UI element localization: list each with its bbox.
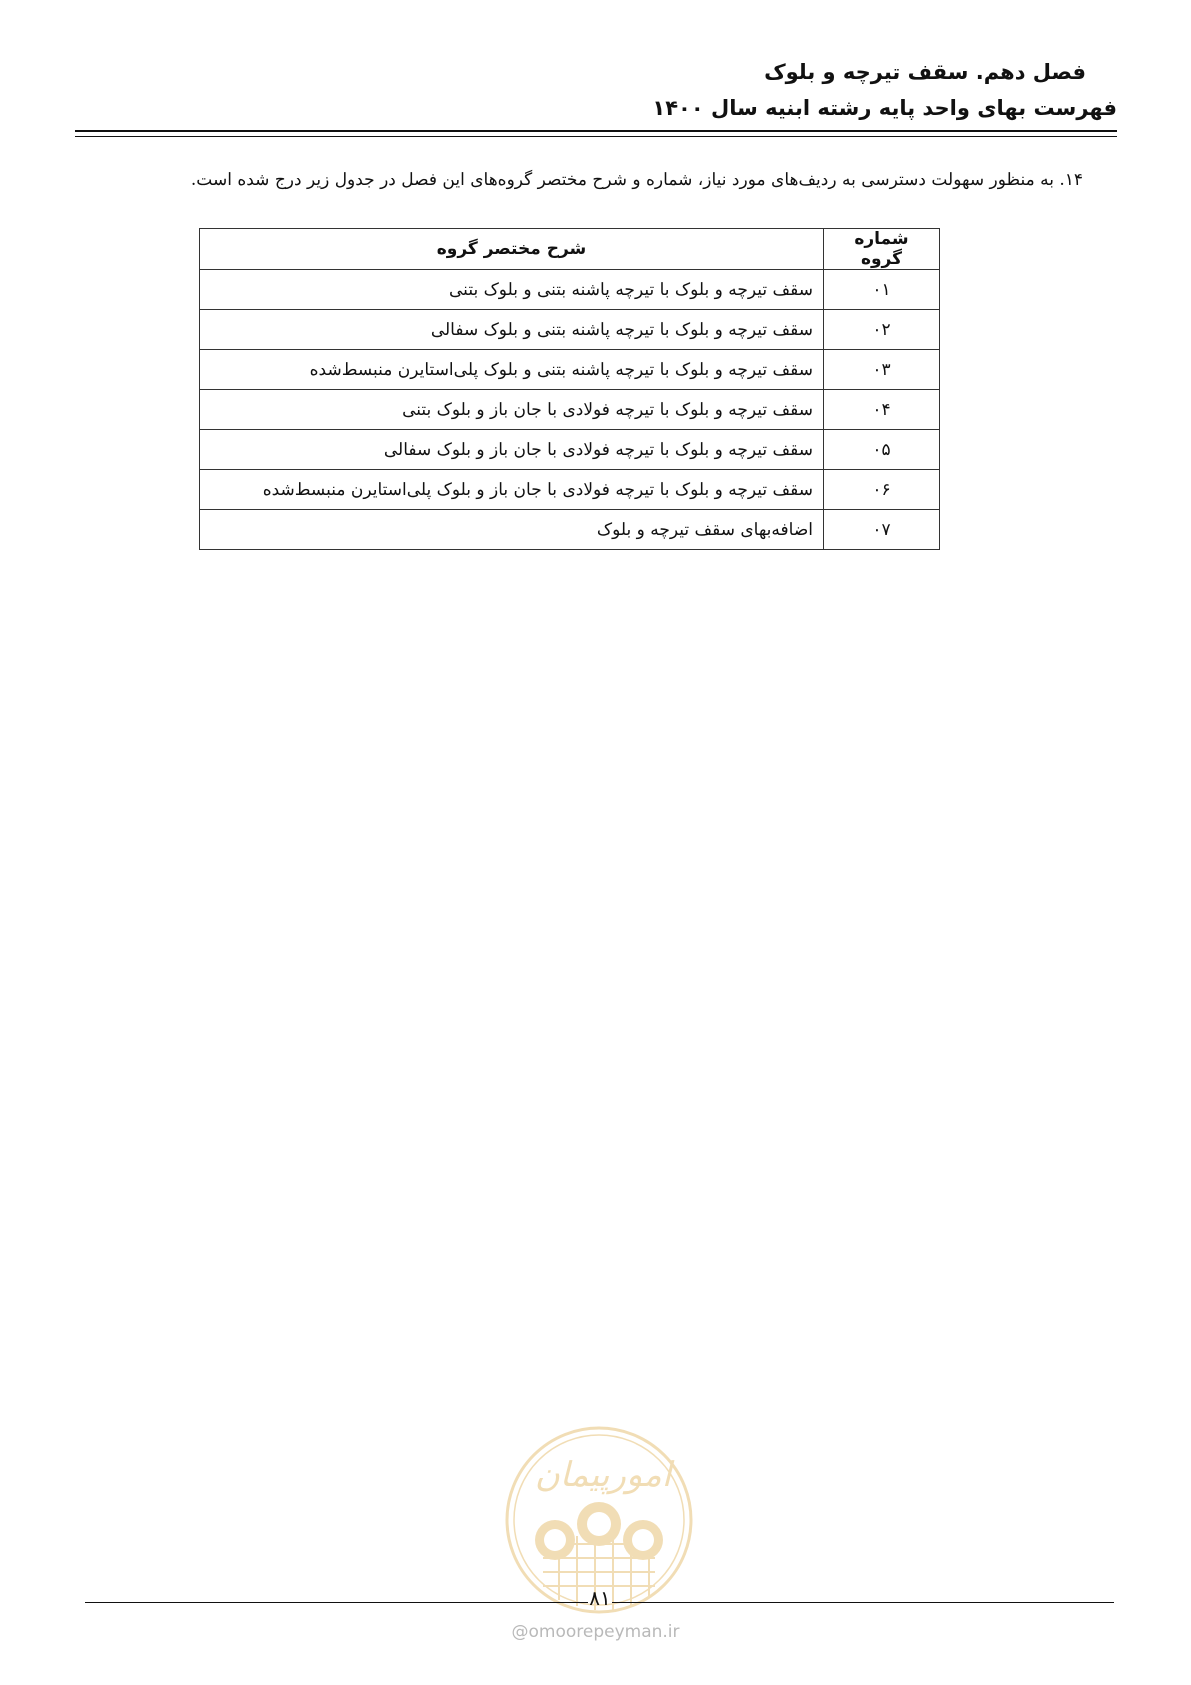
group-number-cell: ۰۶ <box>824 470 940 510</box>
group-number-cell: ۰۴ <box>824 390 940 430</box>
table-row <box>200 270 940 310</box>
group-number-cell: ۰۷ <box>824 510 940 550</box>
group-number-cell: ۰۲ <box>824 310 940 350</box>
table-row <box>200 470 940 510</box>
group-number-cell: ۰۳ <box>824 350 940 390</box>
table-row <box>200 430 940 470</box>
group-description-cell: سقف تیرچه و بلوک با تیرچه پاشنه بتنی و بلوک بتنی <box>200 270 824 310</box>
page-number: ۸۱ <box>589 1586 611 1610</box>
note-paragraph: ۱۴. به منظور سهولت دسترسی به ردیف‌های مورد نیاز، شماره و شرح مختصر گروه‌های این فصل در جدول زیر درج شده است. <box>190 170 1083 190</box>
header-rule-thick <box>75 130 1117 132</box>
header-group-number: شماره گروه <box>824 229 940 270</box>
logo-text: امورپیمان <box>534 1455 672 1495</box>
book-title: فهرست بهای واحد پایه رشته ابنیه سال ۱۴۰۰ <box>652 96 1117 120</box>
table-header-row <box>200 229 940 270</box>
header-description: شرح مختصر گروه <box>200 229 824 270</box>
group-description-cell: سقف تیرچه و بلوک با تیرچه پاشنه بتنی و بلوک پلی‌استایرن منبسط‌شده <box>200 350 824 390</box>
chapter-title: فصل دهم. سقف تیرچه و بلوک <box>764 60 1086 84</box>
header-rule-thin <box>75 136 1117 137</box>
group-description-cell: سقف تیرچه و بلوک با تیرچه فولادی با جان باز و بلوک بتنی <box>200 390 824 430</box>
footer-rule-left <box>85 1602 588 1603</box>
groups-table <box>199 228 940 550</box>
table-row <box>200 350 940 390</box>
table-row <box>200 390 940 430</box>
group-description-cell: سقف تیرچه و بلوک با تیرچه پاشنه بتنی و بلوک سفالی <box>200 310 824 350</box>
group-number-cell: ۰۱ <box>824 270 940 310</box>
group-description-cell: اضافه‌بهای سقف تیرچه و بلوک <box>200 510 824 550</box>
table-row <box>200 310 940 350</box>
footer-rule-right <box>612 1602 1114 1603</box>
group-description-cell: سقف تیرچه و بلوک با تیرچه فولادی با جان باز و بلوک پلی‌استایرن منبسط‌شده <box>200 470 824 510</box>
group-number-cell: ۰۵ <box>824 430 940 470</box>
watermark-text: @omoorepeyman.ir <box>511 1622 680 1642</box>
group-description-cell: سقف تیرچه و بلوک با تیرچه فولادی با جان باز و بلوک سفالی <box>200 430 824 470</box>
table-row <box>200 510 940 550</box>
